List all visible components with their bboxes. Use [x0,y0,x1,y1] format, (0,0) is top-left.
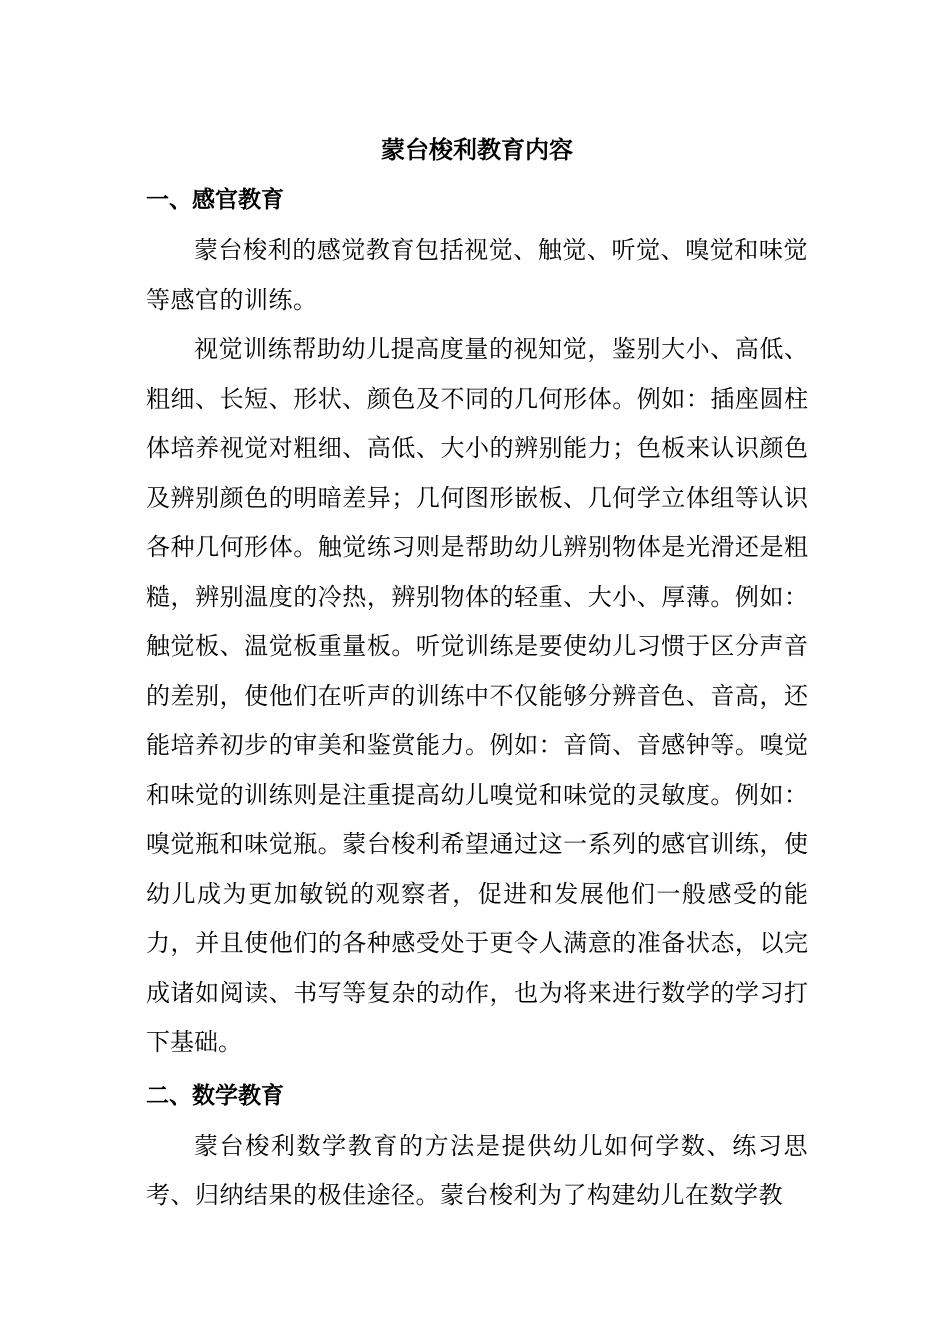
paragraph: 蒙台梭利数学教育的方法是提供幼儿如何学数、练习思考、归纳结果的极佳途径。蒙台梭利为了构建幼儿在数学教 [146,1131,808,1209]
section-heading: 二、数学教育 [146,1082,284,1109]
paragraph: 蒙台梭利的感觉教育包括视觉、触觉、听觉、嗅觉和味觉等感官的训练。 [146,236,808,314]
section-math-education [146,1074,808,1221]
section-heading: 一、感官教育 [146,187,284,213]
section-sensory-education [146,178,808,1068]
document-title: 蒙台梭利教育内容 [381,136,573,164]
document-page [146,128,808,1221]
paragraph: 视觉训练帮助幼儿提高度量的视知觉，鉴别大小、高低、粗细、长短、形状、颜色及不同的几何形体。例如：插座圆柱体培养视觉对粗细、高低、大小的辨别能力；色板来认识颜色及辨别颜色的明暗差异；几何图形嵌板、几何学立体组等认识各种几何形体。触觉练习则是帮助幼儿辨别物体是光滑还是粗糙，辨别温度的冷热，辨别物体的轻重、大小、厚薄。例如：触觉板、温觉板重量板。听觉训练是要使幼儿习惯于区分声音的差别，使他们在听声的训练中不仅能够分辨音色、音高，还能培养初步的审美和鉴赏能力。例如：音筒、音感钟等。嗅觉和味觉的训练则是注重提高幼儿嗅觉和味觉的灵敏度。例如：嗅觉瓶和味觉瓶。蒙台梭利希望通过这一系列的感官训练，使幼儿成为更加敏锐的观察者，促进和发展他们一般感受的能力，并且使他们的各种感受处于更令人满意的准备状态，以完成诸如阅读、书写等复杂的动作，也为将来进行数学的学习打下基础。 [146,335,808,1056]
